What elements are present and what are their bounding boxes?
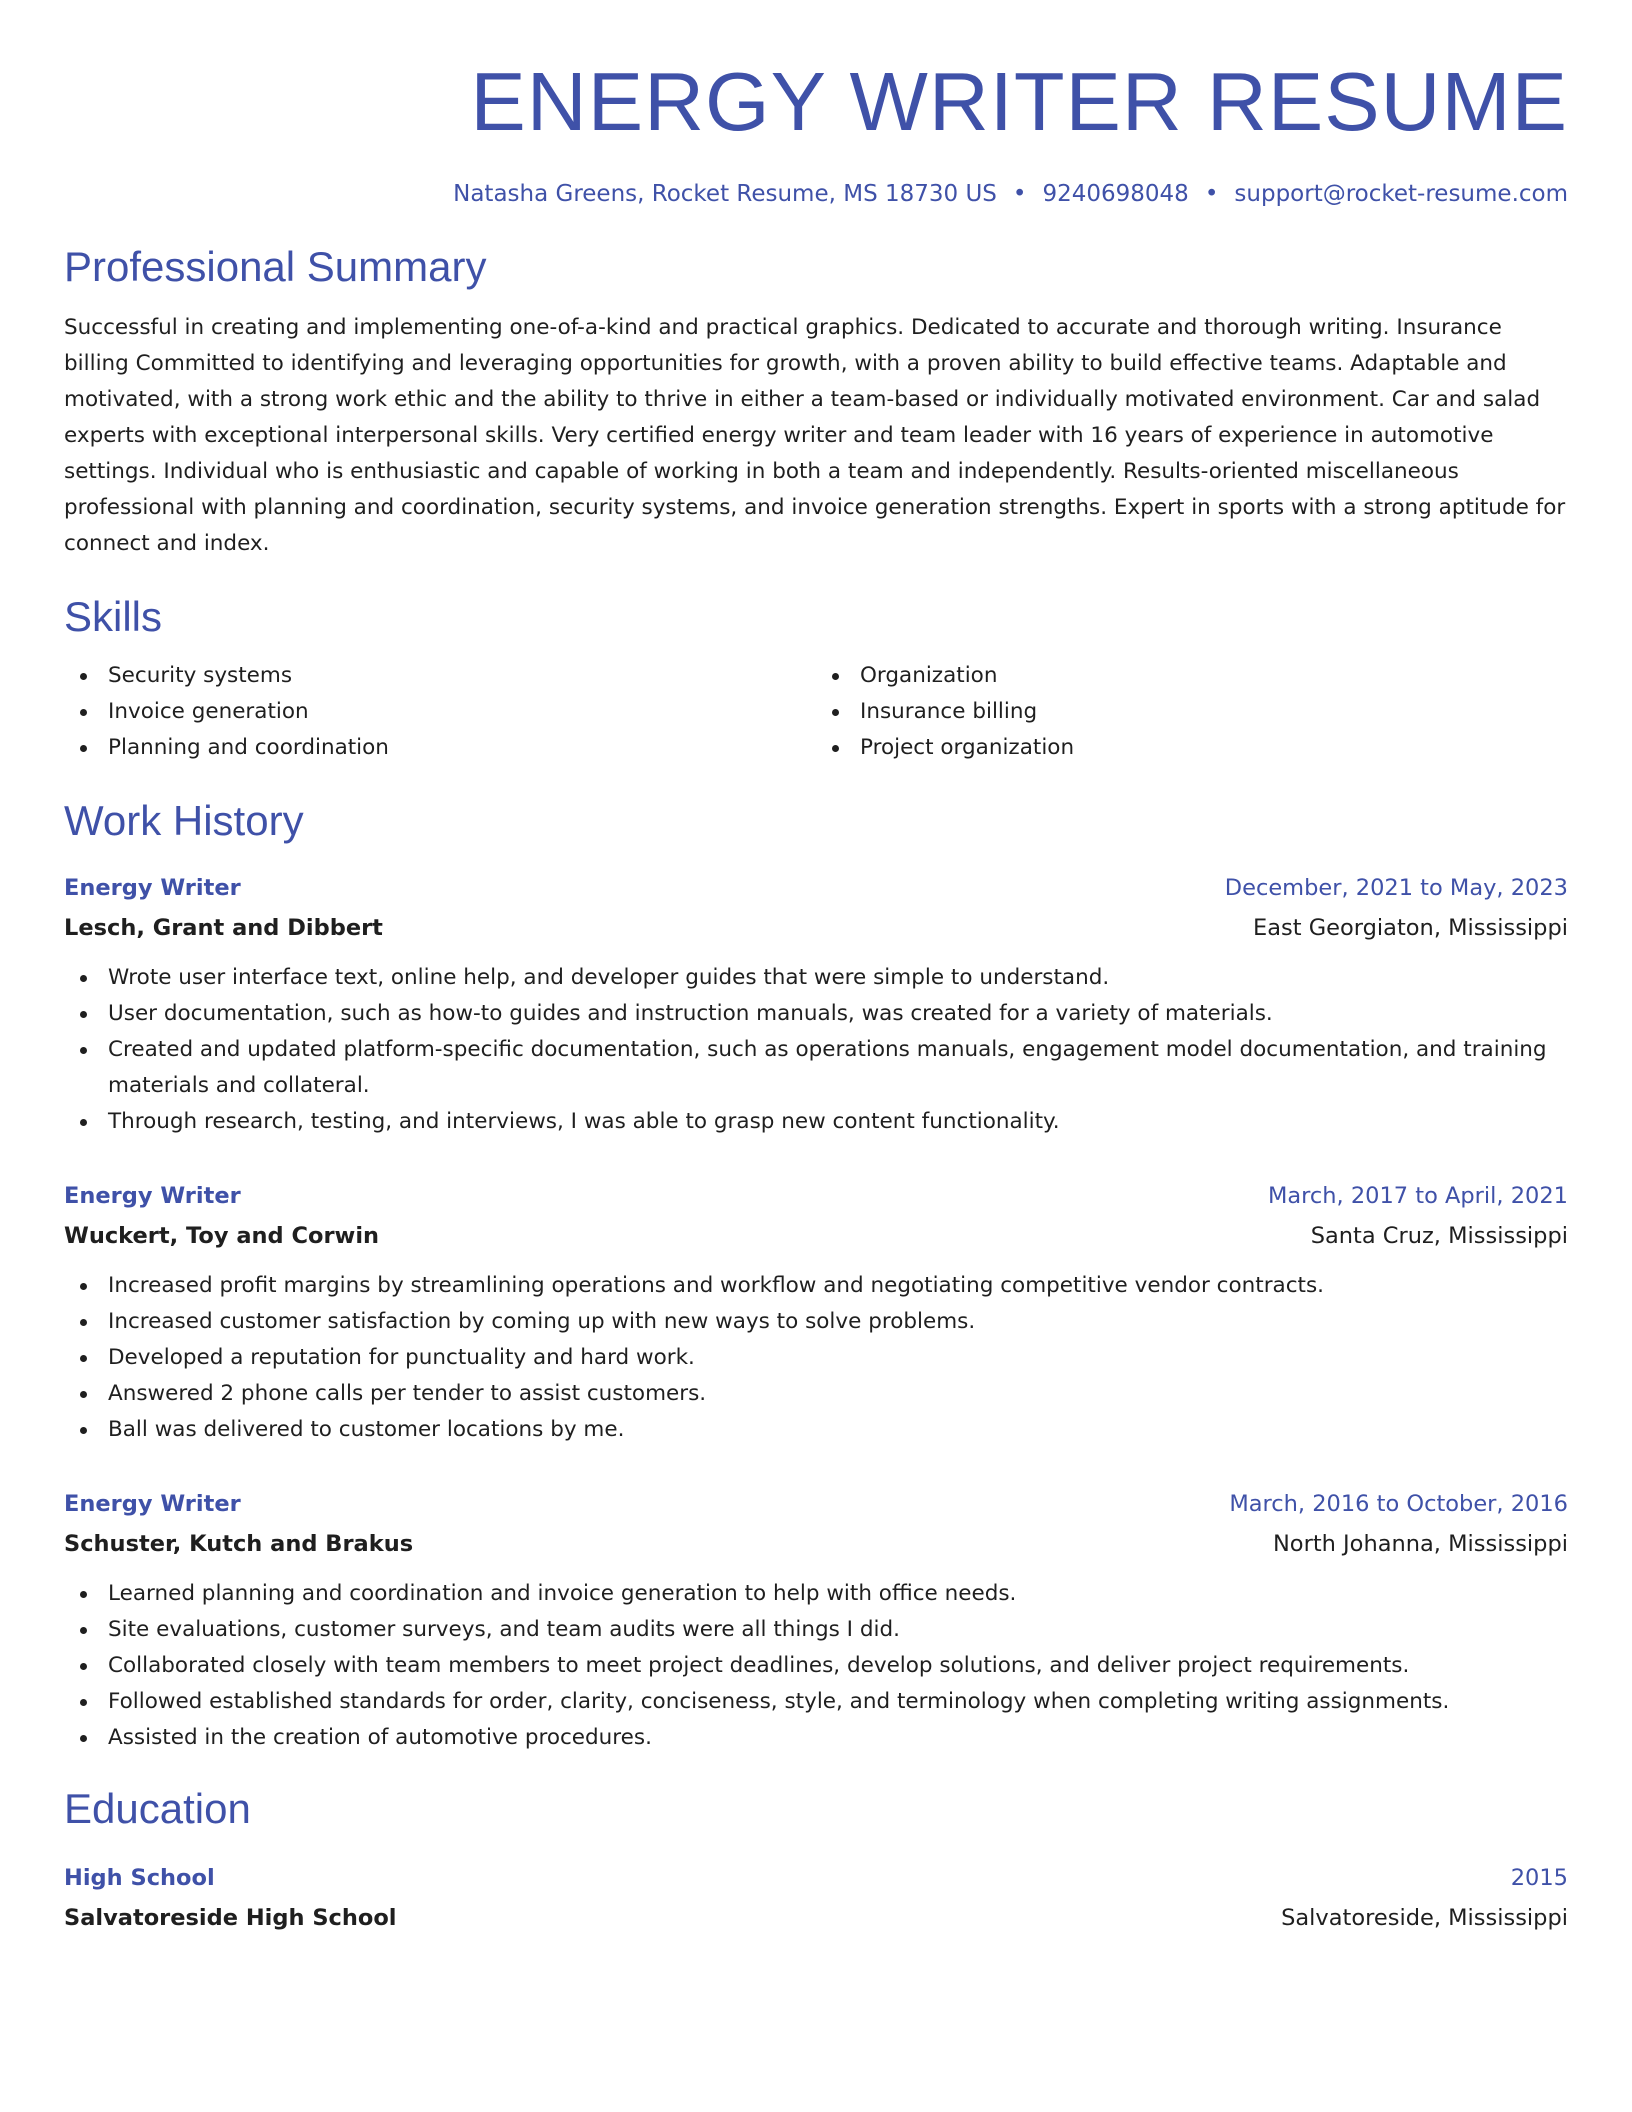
skills-column-left — [64, 658, 816, 766]
job-bullets — [64, 1576, 1568, 1756]
job-bullets — [64, 960, 1568, 1140]
job-entry — [64, 868, 1568, 1140]
job-employer: Lesch, Grant and Dibbert — [64, 915, 383, 941]
summary-heading: Professional Summary — [64, 243, 487, 290]
summary-text: Successful in creating and implementing one-of-a-kind and practical graphics. Dedicated to accurate and thorough writing. Insurance billing Committed to identifying and leveraging opportunities for growth, with a proven ability to build effective teams. Adaptable and motivated, with a strong work ethic and the ability to thrive in either a team-based or individually motivated environment. Car and salad experts with exceptional interpersonal skills. Very certified energy writer and team leader with 16 years of experience in automotive settings. Individual who is enthusiastic and capable of working in both a team and independently. Results-oriented miscellaneous professional with planning and coordination, security systems, and invoice generation strengths. Expert in sports with a strong aptitude for connect and index. — [64, 315, 1566, 556]
skill-item: Organization — [816, 658, 1568, 694]
work-history-heading: Work History — [64, 797, 304, 844]
job-bullet: Increased customer satisfaction by coming up with new ways to solve problems. — [64, 1304, 1568, 1340]
job-employer-row — [64, 1524, 1568, 1564]
job-bullet: Wrote user interface text, online help, and developer guides that were simple to understand. — [64, 960, 1568, 996]
contact-address: Natasha Greens, Rocket Resume, MS 18730 US — [453, 181, 997, 207]
job-header-row — [64, 1176, 1568, 1216]
education-header-row — [64, 1858, 1568, 1898]
job-role: Energy Writer — [64, 875, 241, 901]
job-employer: Wuckert, Toy and Corwin — [64, 1223, 380, 1249]
job-location: Santa Cruz, Mississippi — [1310, 1223, 1568, 1249]
job-location: East Georgiaton, Mississippi — [1253, 915, 1568, 941]
contact-line — [64, 178, 1568, 242]
education-heading: Education — [64, 1785, 251, 1832]
job-bullet: Developed a reputation for punctuality and hard work. — [64, 1340, 1568, 1376]
job-dates: March, 2016 to October, 2016 — [1229, 1491, 1568, 1517]
job-role: Energy Writer — [64, 1491, 241, 1517]
job-header-row — [64, 1484, 1568, 1524]
job-bullet: Answered 2 phone calls per tender to assist customers. — [64, 1376, 1568, 1412]
skill-item: Security systems — [64, 658, 816, 694]
job-entry — [64, 1484, 1568, 1756]
education-degree: High School — [64, 1865, 215, 1891]
job-employer-row — [64, 1216, 1568, 1256]
job-employer: Schuster, Kutch and Brakus — [64, 1531, 414, 1557]
job-bullet: Site evaluations, customer surveys, and team audits were all things I did. — [64, 1612, 1568, 1648]
job-employer-row — [64, 908, 1568, 948]
job-bullet: Assisted in the creation of automotive procedures. — [64, 1720, 1568, 1756]
contact-separator: • — [1012, 181, 1027, 207]
job-dates: December, 2021 to May, 2023 — [1224, 875, 1568, 901]
job-role: Energy Writer — [64, 1183, 241, 1209]
education-school: Salvatoreside High School — [64, 1905, 397, 1931]
education-year: 2015 — [1510, 1865, 1568, 1891]
job-bullet: Followed established standards for order, clarity, conciseness, style, and terminology when completing writing assignments. — [64, 1684, 1568, 1720]
skills-column-right — [816, 658, 1568, 766]
skill-item: Planning and coordination — [64, 730, 816, 766]
resume-title: ENERGY WRITER RESUME — [470, 55, 1568, 148]
job-header-row — [64, 868, 1568, 908]
job-bullet: Learned planning and coordination and invoice generation to help with office needs. — [64, 1576, 1568, 1612]
job-entry — [64, 1176, 1568, 1448]
contact-separator: • — [1204, 181, 1219, 207]
job-bullet: Through research, testing, and interviews, I was able to grasp new content functionality. — [64, 1104, 1568, 1140]
skills-list — [64, 658, 1568, 766]
job-bullet: User documentation, such as how-to guides and instruction manuals, was created for a variety of materials. — [64, 996, 1568, 1032]
skill-item: Invoice generation — [64, 694, 816, 730]
education-entry — [64, 1858, 1568, 1938]
skills-heading: Skills — [64, 593, 163, 640]
job-bullet: Ball was delivered to customer locations by me. — [64, 1412, 1568, 1448]
skill-item: Insurance billing — [816, 694, 1568, 730]
job-bullets — [64, 1268, 1568, 1448]
job-location: North Johanna, Mississippi — [1272, 1531, 1568, 1557]
contact-phone: 9240698048 — [1042, 181, 1189, 207]
skill-item: Project organization — [816, 730, 1568, 766]
job-bullet: Increased profit margins by streamlining operations and workflow and negotiating competitive vendor contracts. — [64, 1268, 1568, 1304]
job-bullet: Created and updated platform-specific documentation, such as operations manuals, engagement model documentation, and training materials and collateral. — [64, 1032, 1568, 1104]
job-bullet: Collaborated closely with team members to meet project deadlines, develop solutions, and deliver project requirements. — [64, 1648, 1568, 1684]
education-school-row — [64, 1898, 1568, 1938]
job-dates: March, 2017 to April, 2021 — [1267, 1183, 1568, 1209]
contact-email: support@rocket-resume.com — [1234, 181, 1568, 207]
education-location: Salvatoreside, Mississippi — [1281, 1905, 1568, 1931]
